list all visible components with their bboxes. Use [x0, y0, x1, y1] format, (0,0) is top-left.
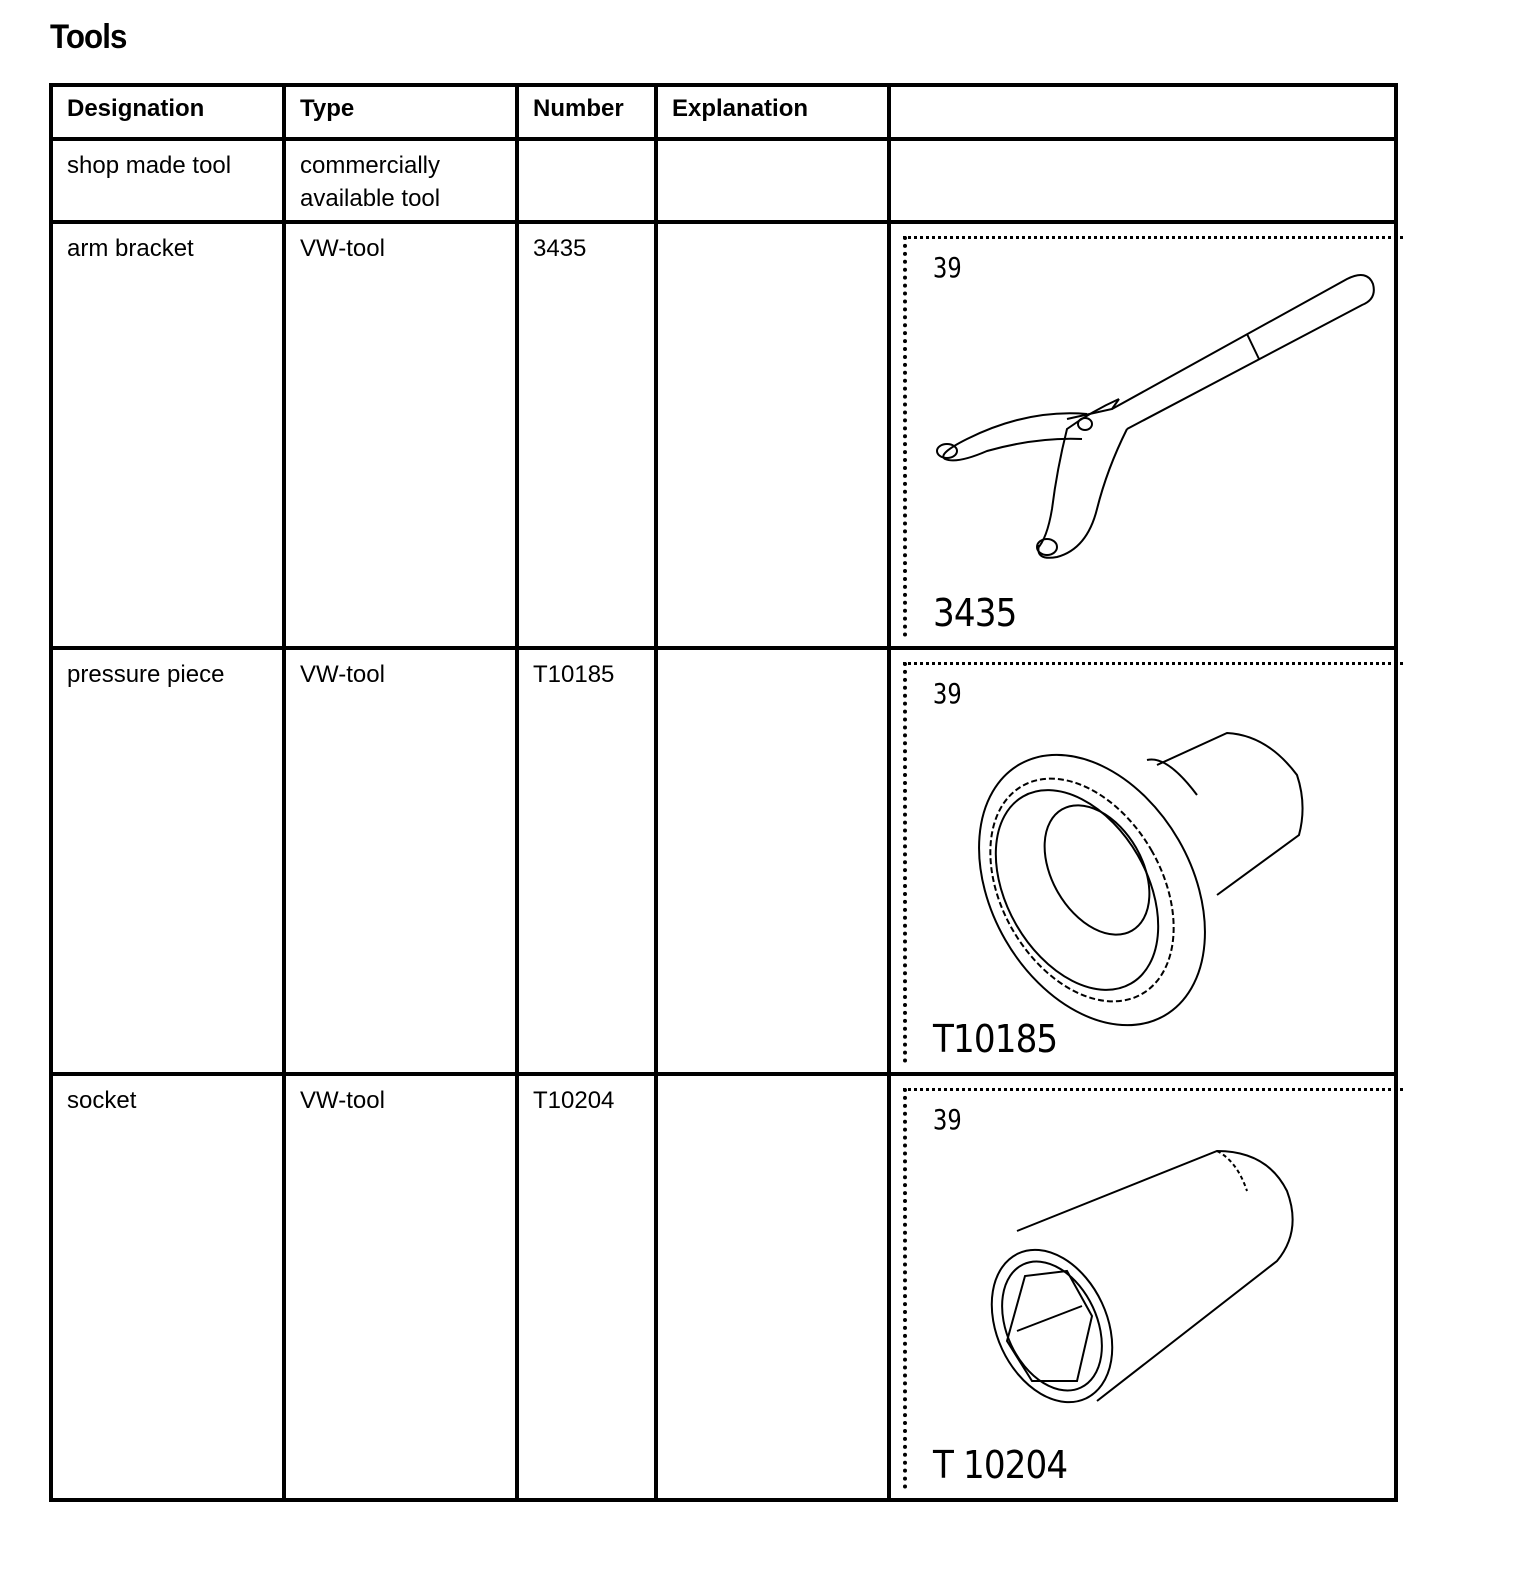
table-header-row	[51, 85, 1396, 139]
subheader-type: commercially available tool	[284, 139, 517, 222]
cell-type: VW-tool	[284, 648, 517, 1074]
cell-number: T10185	[517, 648, 656, 1074]
header-explanation: Explanation	[656, 85, 889, 139]
tool-figure	[903, 662, 1403, 1063]
table-subheader-row	[51, 139, 1396, 222]
cell-figure	[889, 648, 1396, 1074]
subheader-designation: shop made tool	[51, 139, 284, 222]
empty-cell	[889, 139, 1396, 222]
table-row	[51, 648, 1396, 1074]
pressure-piece-icon	[907, 665, 1403, 1063]
cell-designation: arm bracket	[51, 222, 284, 648]
cell-explanation	[656, 1074, 889, 1500]
header-type: Type	[284, 85, 517, 139]
header-figure	[889, 85, 1396, 139]
table-row	[51, 222, 1396, 648]
figure-code: 39	[933, 251, 962, 284]
header-number: Number	[517, 85, 656, 139]
figure-code: 39	[933, 1103, 962, 1136]
hook-spanner-icon	[907, 239, 1403, 637]
figure-label: T10185	[933, 1017, 1058, 1061]
cell-designation: pressure piece	[51, 648, 284, 1074]
cell-number: T10204	[517, 1074, 656, 1500]
cell-explanation	[656, 222, 889, 648]
page-title: Tools	[50, 18, 127, 56]
tools-table	[49, 83, 1398, 1502]
cell-figure	[889, 222, 1396, 648]
figure-code: 39	[933, 677, 962, 710]
header-designation: Designation	[51, 85, 284, 139]
cell-type: VW-tool	[284, 222, 517, 648]
cell-type: VW-tool	[284, 1074, 517, 1500]
tool-figure	[903, 236, 1403, 637]
tool-figure	[903, 1088, 1403, 1489]
figure-label: 3435	[933, 591, 1017, 635]
cell-explanation	[656, 648, 889, 1074]
figure-label: T 10204	[933, 1443, 1068, 1487]
table-row	[51, 1074, 1396, 1500]
empty-cell	[656, 139, 889, 222]
cell-figure	[889, 1074, 1396, 1500]
socket-icon	[907, 1091, 1403, 1489]
empty-cell	[517, 139, 656, 222]
cell-designation: socket	[51, 1074, 284, 1500]
cell-number: 3435	[517, 222, 656, 648]
